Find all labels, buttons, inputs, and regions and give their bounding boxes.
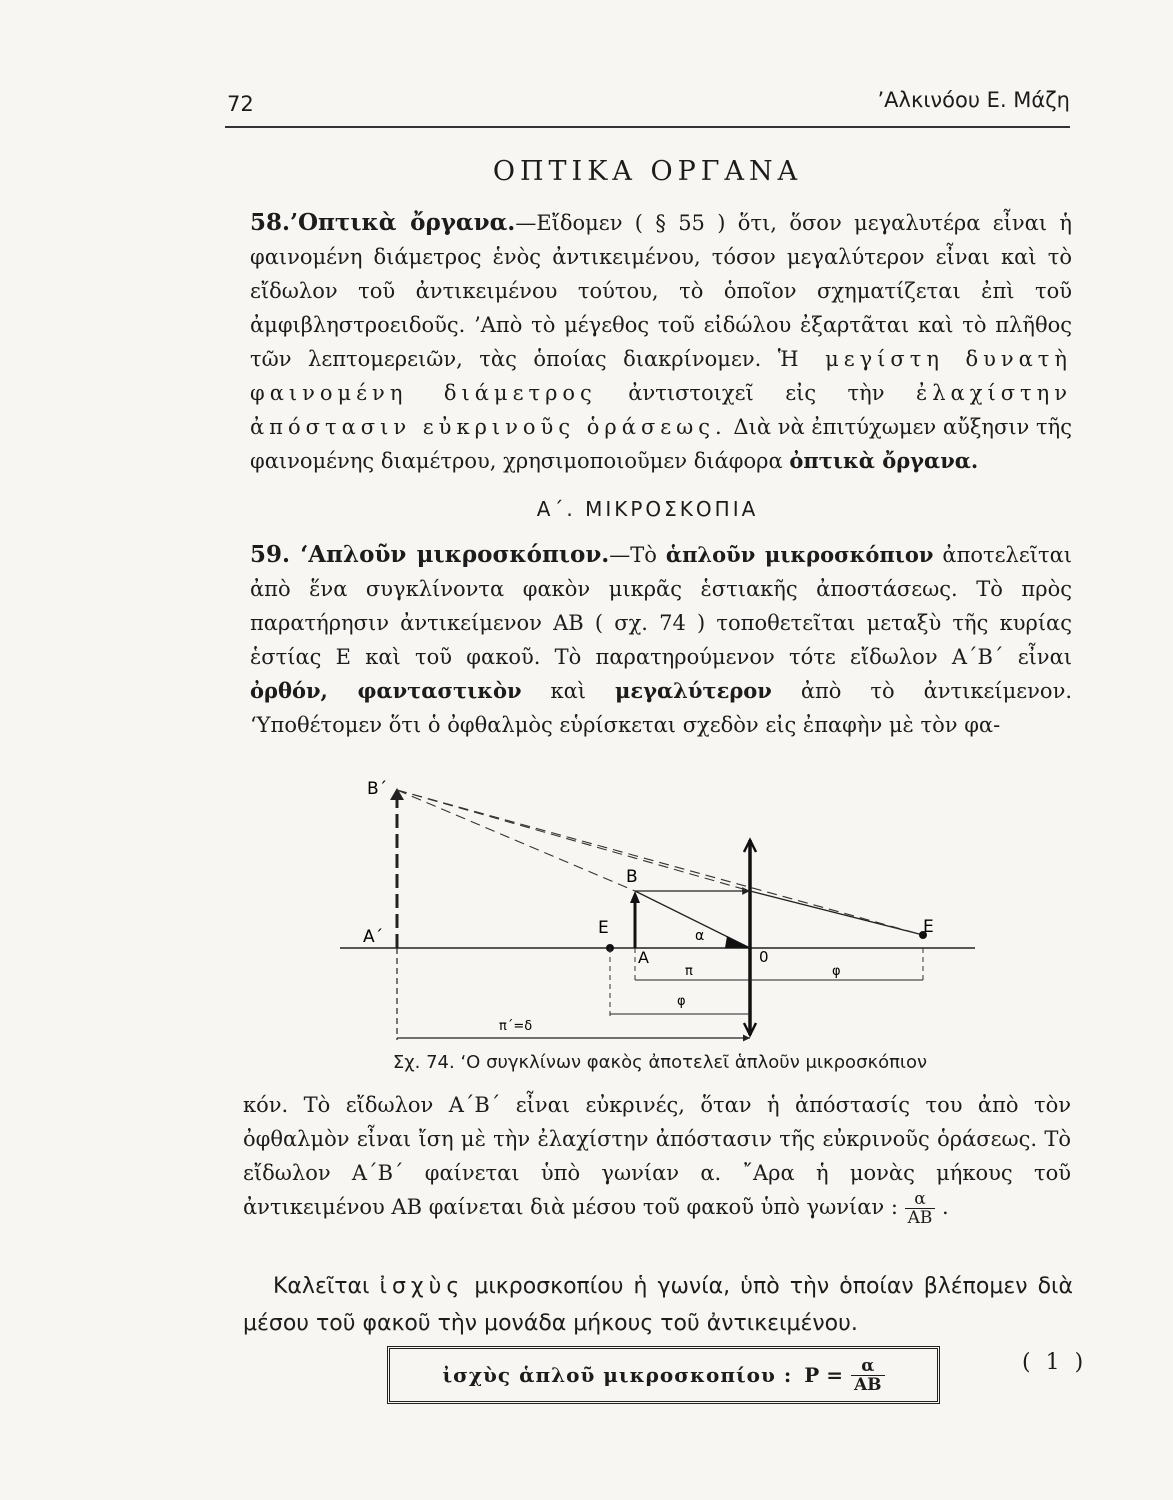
section-59-text-4: ἀπὸ τὸ ἀντικείμενον. ‘Υποθέτομεν ὅτι ὁ ὀφθαλμὸς εὑρίσκεται σχεδὸν εἰς ἐπαφὴν μὲ τὸν φα- — [250, 679, 1073, 737]
definition-text-2: μικροσκοπίου ἡ γωνία, ὑπὸ τὴν ὁποίαν βλέπομεν διὰ μέσου τοῦ φακοῦ τὴν μονάδα μήκους τοῦ ἀντικειμένου. — [243, 1274, 1074, 1336]
section-59-bold-3: μεγαλύτερον — [614, 678, 772, 703]
label-alpha: α — [695, 928, 705, 944]
formula-denominator: ΑΒ — [851, 1375, 885, 1394]
section-59-text-2: ἀποτελεῖται ἀπὸ ἕνα συγκλίνοντα φακὸν μικρᾶς ἑστιακῆς ἀποστάσεως. Τὸ πρὸς παρατήρησιν ἀντικείμενον ΑΒ ( σχ. 74 ) τοποθετεῖται μεταξὺ τῆς κυρίας ἑστίας Ε καὶ τοῦ φακοῦ. Τὸ παρατηρούμενον τότε εἴδωλον Α΄Β΄ εἶναι — [250, 543, 1073, 669]
running-head-author: ’Αλκινόου Ε. Μάζη — [877, 88, 1070, 112]
section-58-tail: Διὰ νὰ ἐπιτύχωμεν αὔξησιν τῆς φαινομένης διαμέτρου, χρησιμοποιοῦμεν διάφορα — [250, 415, 1072, 473]
section-59-heading: 59. ‘Απλοῦν μικροσκόπιον. — [250, 541, 610, 568]
subsection-heading: Α΄. ΜΙΚΡΟΣΚΟΠΙΑ — [536, 497, 759, 521]
formula-numerator: α — [861, 1355, 875, 1376]
definition-text-1: Καλεῖται — [273, 1274, 380, 1299]
section-59-text-3: καὶ — [521, 679, 615, 703]
section-58-spaced-2: ἐλαχίστην ἀπόστασιν εὐκρινοῦς ὁράσεως. — [250, 381, 1072, 439]
fraction-denominator: ΑΒ — [905, 1208, 936, 1227]
formula — [804, 1357, 884, 1394]
label-o: 0 — [759, 948, 769, 966]
label-b-prime: B΄ — [367, 779, 388, 799]
continuation-end: . — [935, 1195, 949, 1219]
section-58-paragraph — [250, 206, 1072, 478]
label-phi-bottom: φ — [677, 994, 686, 1009]
section-58-text: —Εἴδομεν ( § 55 ) ὅτι, ὅσον μεγαλυτέρα εἶναι ἡ φαινομένη διάμετρος ἑνὸς ἀντικειμένου, τόσον μεγαλύτερον εἶναι καὶ τὸ εἴδωλον τοῦ ἀντικειμένου τούτου, τὸ ὁποῖον σχηματίζεται ἐπὶ τοῦ ἀμφιβληστροειδοῦς. ’Απὸ τὸ μέγεθος τοῦ εἰδώλου ἐξαρτᾶται καὶ τὸ πλῆθος τῶν λεπτομερειῶν, τὰς ὁποίας διακρίνομεν. — [250, 211, 1072, 371]
label-a-prime: A΄ — [363, 927, 384, 947]
label-phi-right: φ — [832, 964, 841, 979]
label-pi: π — [685, 964, 693, 979]
fraction-alpha-ab — [905, 1190, 936, 1227]
section-58-spaced-1: Ἡ μεγίστη δυνατὴ φαινομένη διάμετρος — [250, 347, 1072, 405]
back-projection-2 — [397, 790, 635, 891]
continuation-paragraph — [243, 1088, 1071, 1227]
figure-caption: Σχ. 74. ‘Ο συγκλίνων φακὸς ἀποτελεῖ ἁπλοῦν μικροσκόπιον — [392, 1052, 928, 1073]
definition-spaced: ἰσχὺς — [379, 1274, 465, 1299]
section-58-heading: 58.’Οπτικὰ ὄργανα. — [250, 209, 516, 236]
formula-fraction — [851, 1357, 885, 1394]
running-header — [225, 88, 1070, 118]
header-rule — [225, 126, 1070, 128]
label-e-right: E — [923, 917, 934, 937]
virtual-image-arrowhead — [390, 788, 404, 800]
section-58-bold-end: ὀπτικὰ ὄργανα. — [789, 448, 979, 473]
formula-lhs: P = — [804, 1363, 843, 1387]
label-b: B — [626, 867, 638, 887]
fraction-numerator: α — [914, 1189, 926, 1209]
section-59-bold-1: ἁπλοῦν μικροσκόπιον — [665, 542, 934, 567]
figure-74-diagram — [335, 770, 985, 1050]
chapter-title: ΟΠΤΙΚΑ ΟΡΓΑΝΑ — [492, 156, 803, 187]
label-a: A — [638, 948, 649, 967]
definition-paragraph — [243, 1268, 1073, 1342]
back-projection-3 — [397, 790, 923, 935]
continuation-text: κόν. Τὸ εἴδωλον Α΄Β΄ εἶναι εὐκρινές, ὅταν ἡ ἀπόστασίς του ἀπὸ τὸν ὀφθαλμὸν εἶναι ἴση μὲ τὴν ἐλαχίστην ἀπόστασιν τῆς εὐκρινοῦς ὁράσεως. Τὸ εἴδωλον Α΄Β΄ φαίνεται ὑπὸ γωνίαν α. ῎Αρα ἡ μονὰς μήκους τοῦ ἀντικειμένου ΑΒ φαίνεται διὰ μέσου τοῦ φακοῦ ὑπὸ γωνίαν : — [243, 1093, 1071, 1219]
label-e-left: E — [598, 918, 609, 938]
label-distance: π΄=δ — [499, 1019, 533, 1034]
formula-label: ἰσχὺς ἁπλοῦ μικροσκοπίου : — [442, 1363, 793, 1387]
angle-alpha-mark — [725, 936, 750, 948]
section-59-paragraph — [250, 538, 1072, 742]
section-58-mid: ἀντιστοιχεῖ εἰς τὴν — [596, 381, 916, 405]
equation-number: ( 1 ) — [1022, 1350, 1088, 1375]
page-number: 72 — [227, 92, 254, 116]
section-59-bold-2: ὀρθόν, φανταστικὸν — [250, 678, 522, 703]
formula-box — [387, 1346, 940, 1404]
section-59-text-1: —Τὸ — [609, 543, 666, 567]
